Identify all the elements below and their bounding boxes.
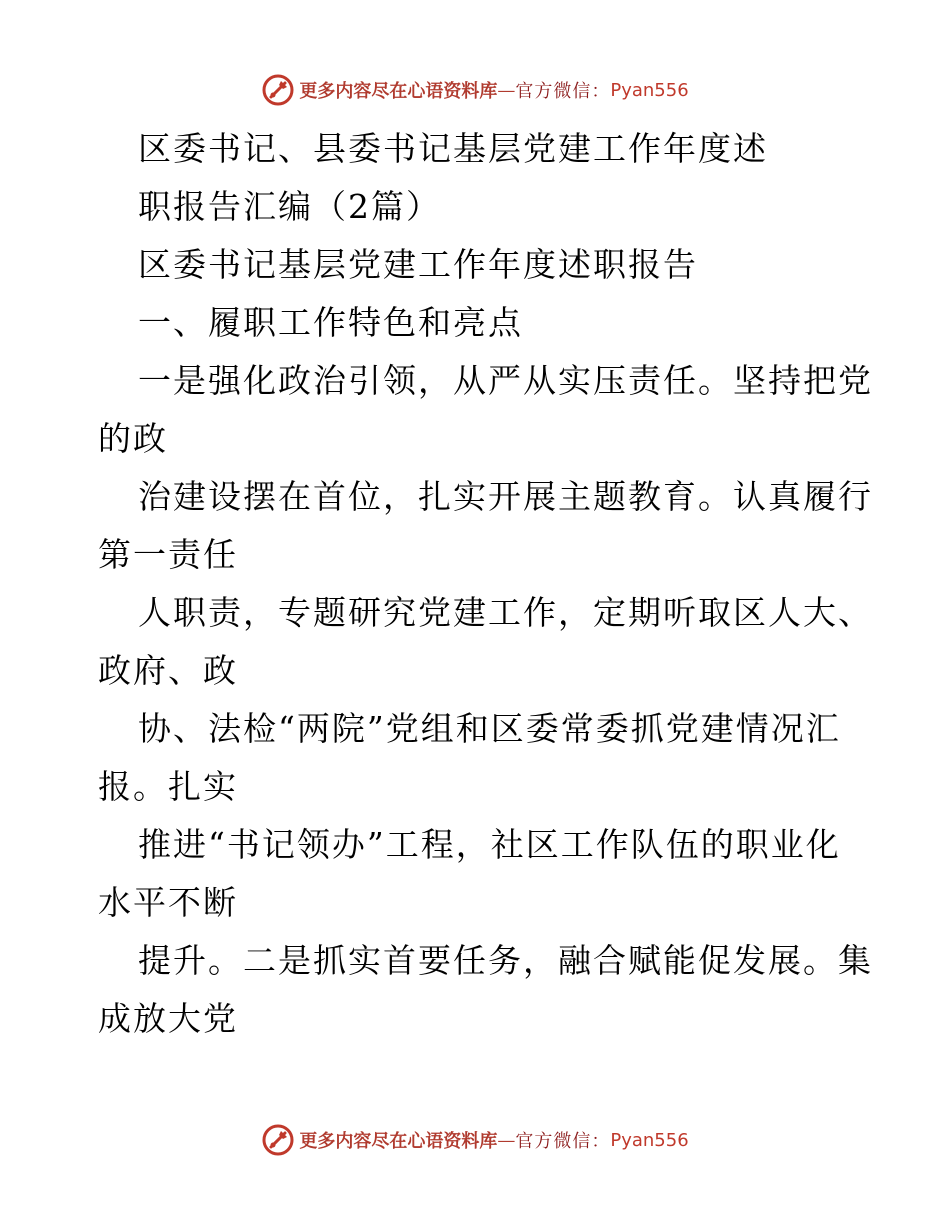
document-line: 政府、政 — [98, 651, 238, 690]
banner-wechat-id: Pyan556 — [610, 1129, 689, 1151]
banner-label: 官方微信： — [515, 81, 611, 102]
document-line: 治建设摆在首位，扎实开展主题教育。认真履行 — [138, 477, 873, 516]
document-line: 一、履职工作特色和亮点 — [138, 303, 523, 342]
document-line: 第一责任 — [98, 535, 238, 574]
document-line: 人职责，专题研究党建工作，定期听取区人大、 — [138, 593, 873, 632]
banner-site-text: 更多内容尽在心语资料库 — [299, 81, 498, 102]
document-line: 提升。二是抓实首要任务，融合赋能促发展。集 — [138, 941, 873, 980]
footer-watermark — [0, 1120, 950, 1160]
document-line: 水平不断 — [98, 883, 238, 922]
document-line: 报。扎实 — [98, 767, 238, 806]
document-body — [98, 120, 873, 1048]
document-line: 区委书记、县委书记基层党建工作年度述 — [138, 129, 768, 168]
banner-wechat-id: Pyan556 — [610, 79, 689, 101]
banner-dash: — — [497, 79, 516, 101]
document-line: 推进“书记领办”工程，社区工作队伍的职业化 — [138, 825, 841, 864]
banner-dash: — — [497, 1129, 516, 1151]
logo-icon — [261, 73, 295, 107]
document-line: 区委书记基层党建工作年度述职报告 — [138, 245, 698, 284]
document-line: 成放大党 — [98, 999, 238, 1038]
document-line: 一是强化政治引领，从严从实压责任。坚持把党 — [138, 361, 873, 400]
document-line: 的政 — [98, 419, 168, 458]
logo-icon — [261, 1123, 295, 1157]
document-line: 协、法检“两院”党组和区委常委抓党建情况汇 — [138, 709, 841, 748]
document-line: 职报告汇编（2篇） — [138, 187, 441, 226]
banner-site-text: 更多内容尽在心语资料库 — [299, 1131, 498, 1152]
header-watermark — [0, 70, 950, 110]
banner-label: 官方微信： — [515, 1131, 611, 1152]
